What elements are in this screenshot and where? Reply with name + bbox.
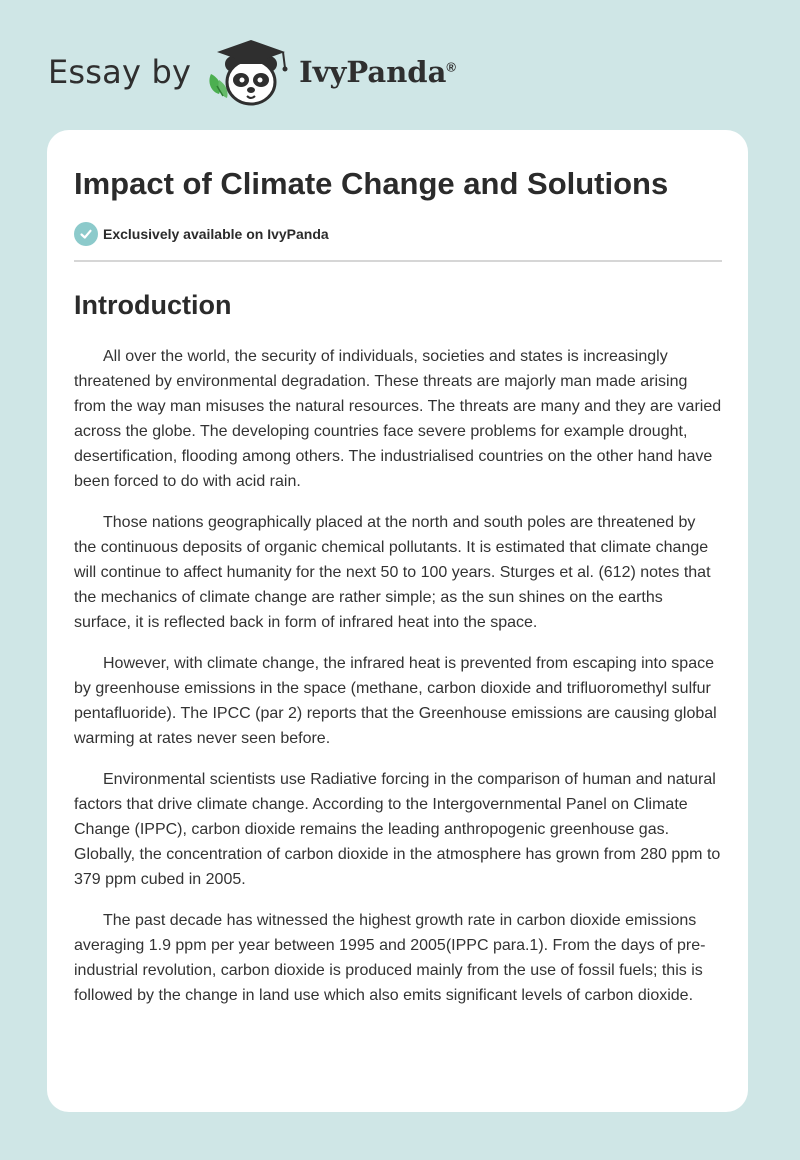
essay-by-label: Essay by [48,53,192,91]
exclusive-badge [74,222,722,246]
paragraph: All over the world, the security of individuals, societies and states is increasingly threatened by environmental degradation. These threats are majorly man made arising from the way man misuses the natural resources. The threats are many and they are varied across the globe. The developing countries face severe problems for example drought, desertification, flooding among others. The industrialised countries on the other hand have been forced to do with acid rain. [74,348,722,490]
brand-name[interactable] [299,55,456,89]
panda-logo-icon[interactable] [205,34,297,110]
essay-card [47,130,748,1112]
page-title: Impact of Climate Change and Solutions [74,166,669,201]
paragraph: The past decade has witnessed the highest growth rate in carbon dioxide emissions averaging 1.9 ppm per year between 1995 and 2005(IPPC para.1). From the days of pre-industrial revolution, carbon dioxide is produced mainly from the use of fossil fuels; this is followed by the change in land use which also emits significant levels of carbon dioxide. [74,912,706,1004]
brand-name-text: IvyPanda [299,55,447,89]
title-divider [74,260,722,262]
site-header [48,34,456,110]
check-circle-icon [74,222,98,246]
section-title: Introduction [74,290,232,320]
paragraph: However, with climate change, the infrared heat is prevented from escaping into space by greenhouse emissions in the space (methane, carbon dioxide and trifluoromethyl sulfur pentafluoride). The IPCC (par 2) reports that the Greenhouse emissions are causing global warming at rates never seen before. [74,655,717,747]
registered-mark: ® [446,59,456,75]
exclusive-badge-label: Exclusively available on IvyPanda [103,226,329,242]
paragraph: Those nations geographically placed at the north and south poles are threatened by the continuous deposits of organic chemical pollutants. It is estimated that climate change will continue to affect humanity for the next 50 to 100 years. Sturges et al. (612) notes that the mechanics of climate change are rather simple; as the sun shines on the earths surface, it is reflected back in form of infrared heat into the space. [74,514,711,631]
paragraph: Environmental scientists use Radiative forcing in the comparison of human and natural factors that drive climate change. According to the Intergovernmental Panel on Climate Change (IPPC), carbon dioxide remains the leading anthropogenic greenhouse gas. Globally, the concentration of carbon dioxide in the atmosphere has grown from 280 ppm to 379 ppm cubed in 2005. [74,771,721,888]
